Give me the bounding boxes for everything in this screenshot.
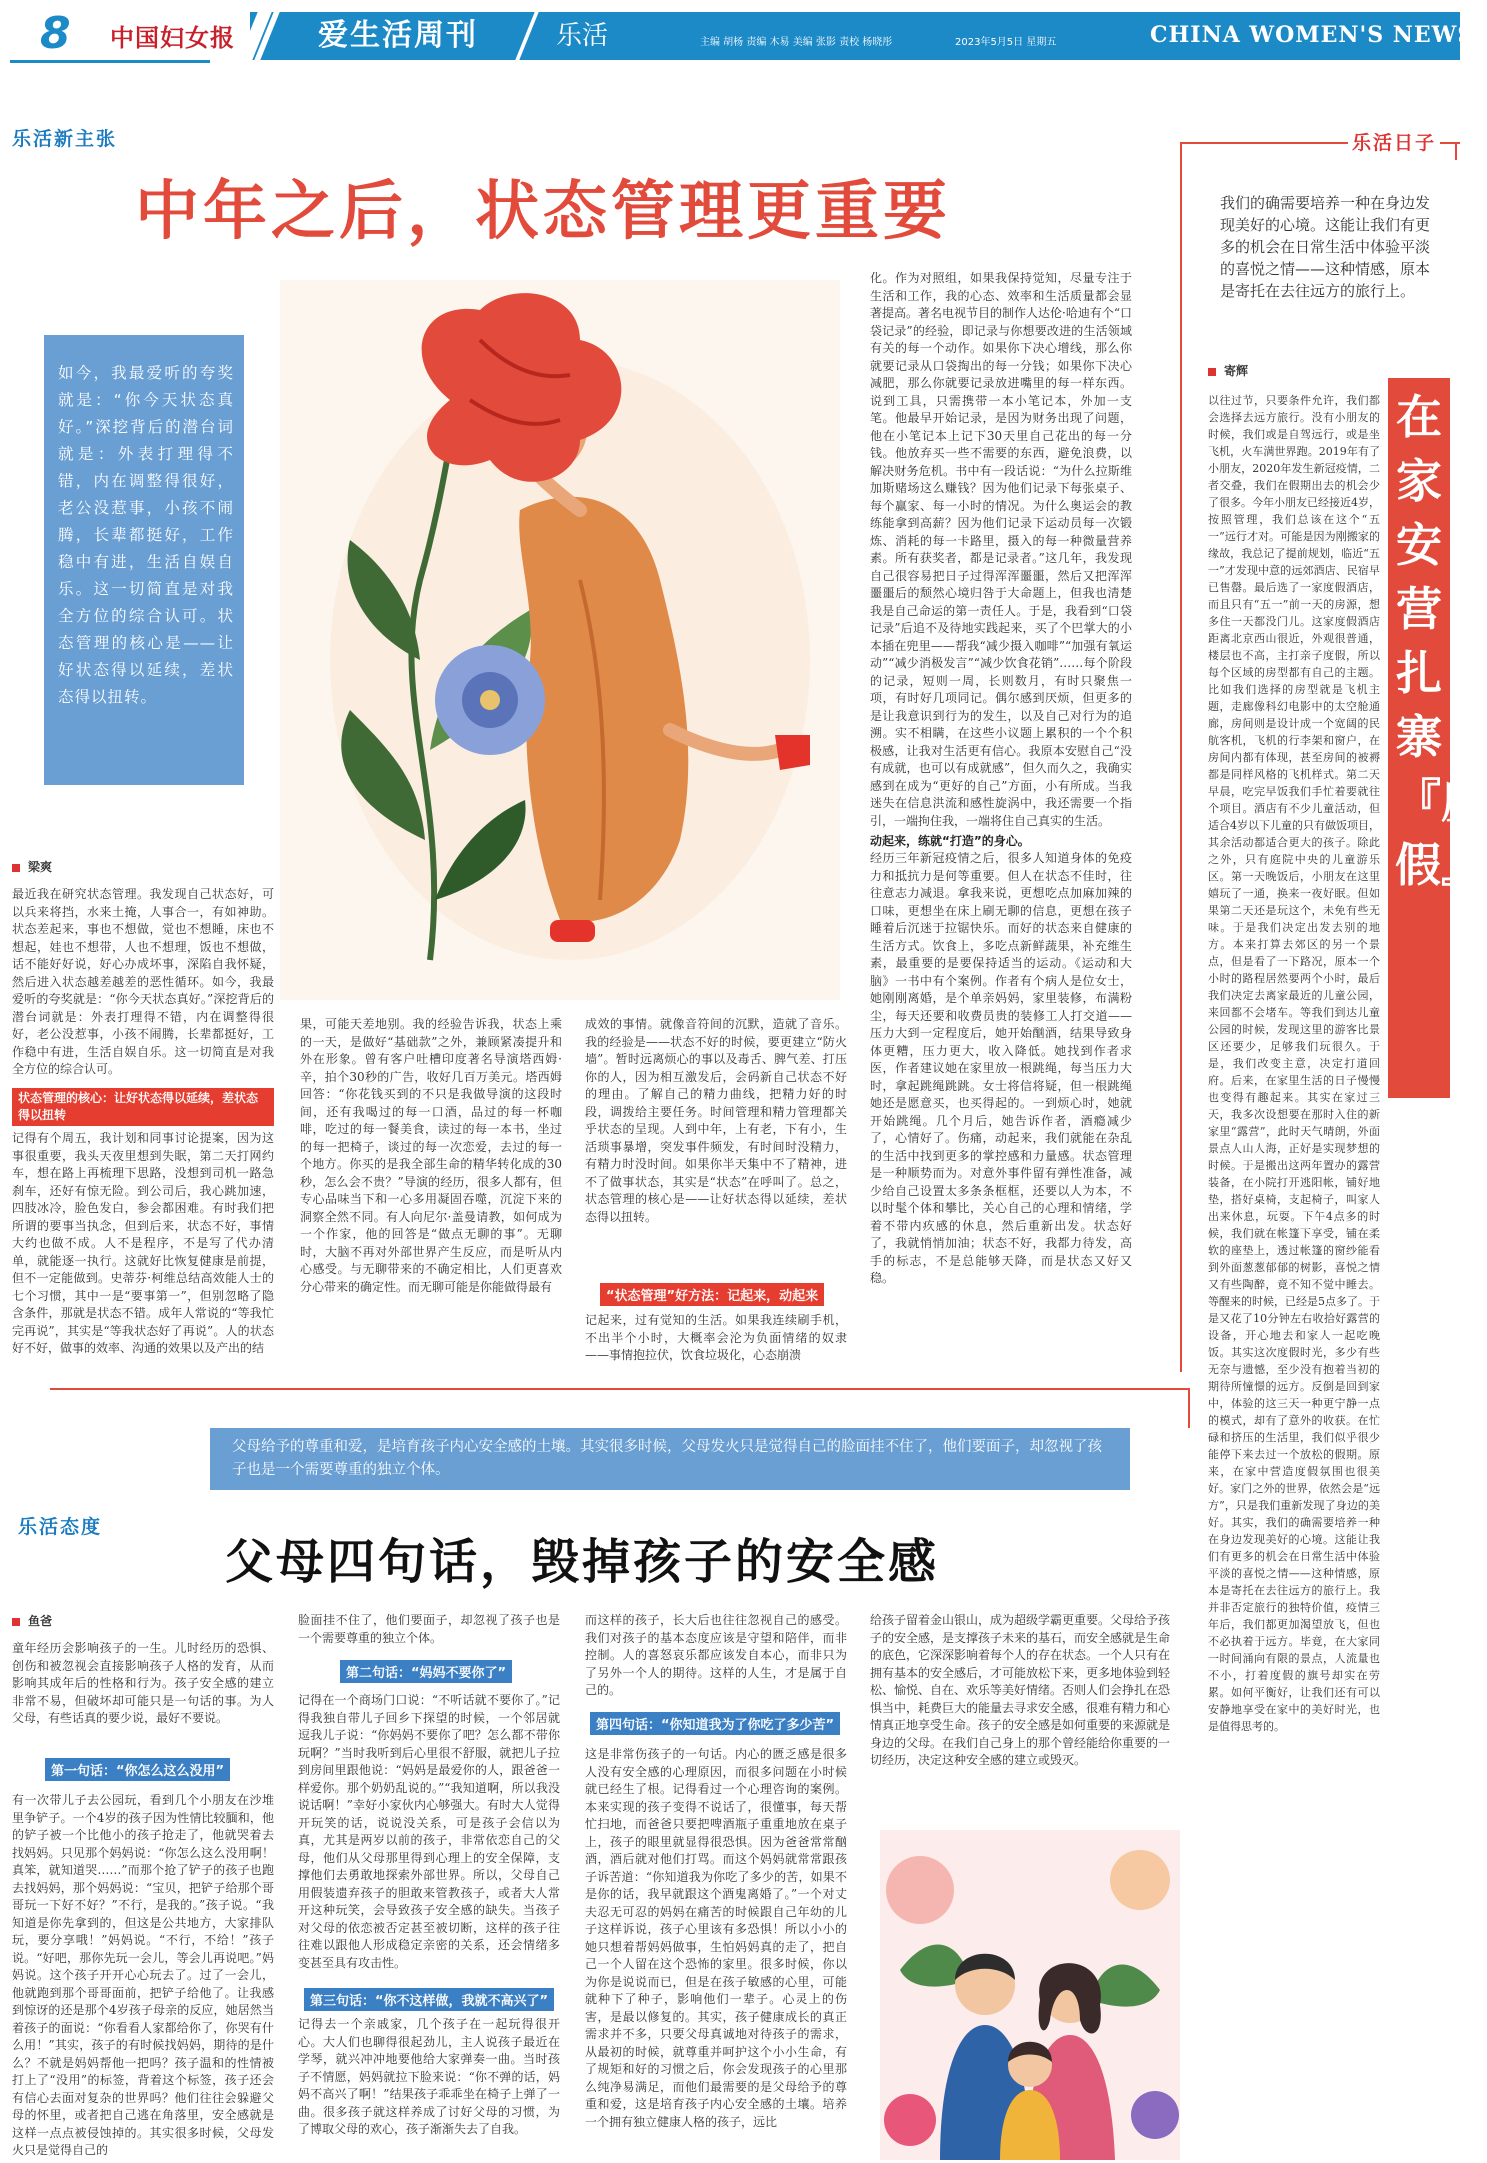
article3-frame-top [50,1388,1190,1390]
article3-subhead-1 [45,1758,230,1781]
article3-col3-body2: 这是非常伤孩子的一句话。内心的匮乏感是很多人没有安全感的心理原因，而很多问题在小时候就已经生了根。记得看过一个心理咨询的案例。本来实现的孩子变得不说话了，很懂事，每天帮忙扫地，而爸爸只要把啤酒瓶子重重地放在桌子上，孩子的眼里就显得很恐惧。因为爸爸常常酗酒，酒后就对他们打骂。而这个妈妈就常常跟孩子诉苦道：“你知道我为你吃了多少的苦，如果不是你的话，我早就跟这个酒鬼离婚了。”一个对丈夫忍无可忍的妈妈在痛苦的时候跟自己年幼的儿子这样诉说，孩子心里该有多恐惧！所以小小的她只想着帮妈妈做事，生怕妈妈真的走了，把自己一个人留在这个恐怖的家里。很多时候，你以为你是说说而已，但是在孩子敏感的心里，可能就种下了种子，影响他们一辈子。心灵上的伤害，是最以修复的。其实，孩子健康成长的真正需求并不多，只要父母真诚地对待孩子的需求，从最初的时候，就尊重并呵护这个小小生命，有了规矩和好的习惯之后，你会发现孩子的心里那么纯净易满足，而他们最需要的是父母给予的尊重和爱，这是培育孩子内心安全感的土壤。培养一个拥有独立健康人格的孩子，远比 [585,1747,847,2129]
article1-col4-inline-subhead: 动起来，练就“打造”的身心。 [870,834,1030,848]
article3-subhead-2 [340,1660,512,1683]
page-number: 8 [40,8,71,59]
article3-col1-body: 有一次带儿子去公园玩，看到几个小朋友在沙堆里争铲子。一个4岁的孩子因为性情比较腼和，他的铲子被一个比他小的孩子抢走了，他就哭着去找妈妈。只见那个妈妈说：“你怎么这么没用啊！真笨，就知道哭……”而那个抢了铲子的孩子也跑去找妈妈，那个妈妈说：“宝贝，把铲子给那个哥哥玩一下好不好？”不行，是我的。”孩子说。“我知道是你先拿到的，但这是公共地方，大家排队玩，要分享哦！”妈妈说。“不行，不给！”孩子说。“好吧，那你先玩一会儿，等会儿再说吧。”妈妈说。这个孩子开开心心玩去了。过了一会儿，他就跑到那个哥哥面前，把铲子给他了。让我感到惊讶的还是那个4岁孩子母亲的反应，她居然当着孩子的面说：“你看看人家都给你了，你哭有什么用！”其实，孩子的有时候找妈妈，期待的是什么？不就是妈妈帮他一把吗？孩子温和的性情被打上了“没用”的标签，背着这个标签，孩子还会有信心去面对复杂的世界吗？他们往往会躲避父母的怀里，或者把自己逃在角落里，安全感就是这样一点点被侵蚀掉的。其实很多时候，父母发火只是觉得自己的 [12,1793,274,2157]
paper-logo-en: CHINA WOMEN'S NEWS [1150,22,1475,48]
article3-col2-body2: 记得去一个亲戚家，几个孩子在一起玩得很开心。大人们也聊得很起劲儿，主人说孩子最近在学琴，就兴冲冲地要他给大家弹奏一曲。当时孩子不情愿，妈妈就拉下脸来说：“你不弹的话，妈妈不高兴了啊！”结果孩子乖乖坐在椅子上弹了一曲。很多孩子就这样养成了讨好父母的习惯，为了博取父母的欢心，孩子渐渐失去了自我。 [298,2017,560,2136]
article3-frame-right [1188,1388,1190,1428]
article2-author: 寄辉 [1208,362,1248,379]
article2-border-left [1180,142,1182,1372]
subhead-text: 状态管理的核心：让好状态得以延续，差状态得以扭转 [12,1088,274,1126]
subhead-text: 第三句话：“你不这样做，我就不高兴了” [304,1988,554,2011]
article2-border-top-right [1455,142,1457,160]
woman-shoe [775,735,810,770]
article1-col3-body: 成效的事情。就像音符间的沉默，造就了音乐。我的经验是——状态不好的时候，要更建立“防火墙”。暂时远离烦心的事以及毒舌、脾气差、打压你的人，因为相互激发后，会码新自己状态不好的理由。了解自己的精力曲线，把精力好的时段，调拨给主要任务。时间管理和精力管理都关乎状态的呈现。人到中年，上有老，下有小，生活琐事暴增，突发事件频发，有时间时没精力，有精力时没时间。如果你半天集中不了精神，进不了做事状态，其实是“状态”在呼叫了。总之，状态管理的核心是——让好状态得以延续，差状态得以扭转。 [585,1017,847,1224]
article1-col1-intro: 最近我在研究状态管理。我发现自己状态好，可以兵来将挡，水来土掩，人事合一，有如神助。状态差起来，事也不想做，觉也不想睡，床也不想起，娃也不想带，人也不想理，饭也不想做，话不能好好说，好心办成坏事，深陷自我怀疑，然后进入状态越差越差的恶性循环。如今，我最爱听的夸奖就是：“你今天状态真好。”深挖背后的潜台词就是：外表打理得不错，内在调整得很好，老公没惹事，小孩不闹腾，长辈都挺好，工作稳中有进，生活自娱自乐。这一切简直是对我全方位的综合认可。 [12,887,274,1076]
woman-shoe [550,920,595,942]
article3-author: 鱼爸 [12,1612,52,1629]
bg-flower [886,1856,954,1924]
article2-body: 以往过节，只要条件允许，我们都会选择去远方旅行。没有小朋友的时候，我们或是自驾远行，或是坐飞机，火车满世界跑。2019年有了小朋友，2020年发生新冠疫情，二者交叠，我们在假期出去的机会少了很多。今年小朋友已经接近4岁，按照管理，我们总该在这个“五一”远行才对。可能是因为刚搬家的缘故，我总记了提前规划，临近“五一”才发现中意的远郊酒店、民宿早已售罄。最后选了一家度假酒店，而且只有“五一”前一天的房源，想多住一天都没门儿。这家度假酒店距离北京西山很近，外观很普通，楼层也不高，主打亲子度假，所以每个区域的房型都有自己的主题。比如我们选择的房型就是飞机主题，走廊像科幻电影中的太空舱通廊，房间则是设计成一个宽阔的民航客机，飞机的行李架和窗户，在房间内都有体现，甚至房间的被褥都是同样风格的飞机样式。第二天早晨，吃完早饭我们手忙着要就往个项目。酒店有不少儿童活动，但适合4岁以下儿童的只有做饭项目，其余活动都适合更大的孩子。除此之外，只有庭院中央的儿童游乐区。第一天晚饭后，小朋友在这里嬉玩了一通，换来一夜好眠。但如果第二天还是玩这个，未免有些无味。于是我们决定出发去别的地方。本来打算去郊区的另一个景点，但是看了一下路况，原本一个小时的路程居然要两个小时，最后我们决定去离家最近的儿童公园，来回都不会堵车。等我们到达儿童公园的时候，发现这里的游客比景区还要少，足够我们玩很久。于是，我们改变主意，决定打道回府。后来，在家里生活的日子慢慢也变得有趣起来。其实在家过三天，我多次设想要在那时入住的新家里“露营”，此时天气晴朗，外面景点人山人海，正好是实现梦想的时候。于是搬出这两年置办的露营装备，在小院打开逃阳帐，铺好地垫，搭好桌椅，支起椅子，叫家人出来休息，玩耍。下午4点多的时候，我们就在帐篷下享受，铺在柔软的座垫上，透过帐篷的窗纱能看到外面葱葱郁郁的树影，喜悦之情又有些陶醉，竟不知不觉中睡去。等醒来的时候，已经是5点多了。于是又花了10分钟左右收拾好露营的设备，开心地去和家人一起吃晚饭。其实这次度假时光，多少有些无奈与遗憾，至少没有抱着当初的期待所憧憬的远方。反倒是回到家中，体验的这三天一种更宁静一点的模式，却有了意外的收获。在忙碌和挤压的生活里，我们似乎很少能停下来去过一个放松的假期。原来，在家中营造度假氛围也很美好。家门之外的世界，依然会是“远方”，只是我们重新发现了身边的美好。其实，我们的确需要培养一种在身边发现美好的心境。这能让我们有更多的机会在日常生活中体验平淡的喜悦之情——这种情感，原本是寄托在去往远方的旅行上。我并非否定旅行的独特价值，疫情三年后，我们都更加渴望放飞，但也不必执着于远方。毕竟，在大家同一时间涌向有限的景点，人流量也不小，打着度假的旗号却实在劳累。如何平衡好，让我们还有可以安静地享受在家中的美好时光，也是值得思考的。 [1208,394,1380,1733]
article1-headline: 中年之后，状态管理更重要 [135,174,951,249]
article2-quote: 我们的确需要培养一种在身边发现美好的心境。这能让我们有更多的机会在日常生活中体验平淡的喜悦之情——这种情感，原本是寄托在去往远方的旅行上。 [1220,194,1431,300]
article1-author: 梁爽 [12,858,52,875]
paper-logo-cn: 中国妇女报 [110,23,235,52]
pullquote-text: 如今，我最爱听的夸奖就是：“你今天状态真好。”深挖背后的潜台词就是：外表打理得不错，内在调整得很好，老公没惹事，小孩不闹腾，长辈都挺好，工作稳中有进，生活自娱自乐。这一切简直是对我全方位的综合认可。状态管理的核心是——让好状态得以延续，差状态得以扭转。 [58,364,234,706]
woman-flower-illustration [280,280,840,1000]
subhead-text: 第四句话：“你知道我为了你吃了多少苦” [590,1712,840,1735]
subhead-text: 第一句话：“你怎么这么没用” [45,1758,230,1781]
bg-flower [1131,2091,1179,2139]
article2-vertical-title: 在家安营扎寨『度假』 [1395,390,1487,892]
blue-flower-center [480,690,500,710]
article3-col2-intro: 脸面挂不住了，他们要面子，却忽视了孩子也是一个需要尊重的独立个体。 [298,1613,560,1645]
article1-col4-body2: 经历三年新冠疫情之后，很多人知道身体的免疫力和抵抗力是何等重要。但人在状态不佳时，往往意志力减退。拿我来说，更想吃点加麻加辣的口味，更想坐在床上刷无聊的信息，更想在孩子睡着后沉迷于拉锯快乐。而好的状态来自健康的生活方式。饮食上，多吃点新鲜蔬果，补充维生素，最重要的是要保持适当的运动。《运动和大脑》一书中有个案例。作者有个病人是位女士，她刚刚离婚，是个单亲妈妈，家里装修，布满粉尘，每天还要和收费员贵的装修工人打交道——压力大到一定程度后，她开始酗酒，结果导致身体更糟，压力更大，收入降低。她找到作者求医，作者建议她在家里放一根跳绳，每当压力大时，拿起跳绳跳跳。女士将信将疑，但一根跳绳她还是愿意买，也买得起的。一到烦心时，她就开始跳绳。几个月后，她告诉作者，酒瘾减少了，心情好了。伤痛，动起来，我们就能在杂乱的生活中找到更多的掌控感和力量感。状态管理是一种顺势而为。对意外事件留有弹性准备，减少给自己设置太多条条框框，还要以人为本，不以时髦个体和攀比，关心自己的心理和情绪，学着不带内疚感的休息，然后重新出发。状态好了，我就悄悄加油；状态不好，我都力待发，高手的标志，不是总能够天降，而是状态又好又稳。 [870,851,1132,1285]
bg-flower [884,2094,936,2146]
article1-subhead-2 [600,1283,824,1306]
subhead-text: “状态管理”好方法：记起来，动起来 [600,1283,824,1306]
masthead [0,0,1475,70]
column-tag-article3: 乐活态度 [18,1516,103,1538]
article1-col1-body: 记得有个周五，我计划和同事讨论提案，因为这事很重要，我头天夜里想到失眠，第二天打网约车，想在路上再梳理下思路，没想到司机一路急刹车，还好有惊无险。到公司后，我心跳加速，四肢冰冷，脸色发白，参会都困难。有时我们把所谓的要事当执念，但到后来，状态不好，事情大约也做不成。人不是程序，不是写了代办清单，就能逐一执行。这就好比恢复健康是前提，但不一定能做到。史蒂芬·柯维总结高效能人士的七个习惯，其中一是“要事第一”，但别忽略了隐含条件，那就是状态不错。成年人常说的“等我忙完再说”，其实是“等我状态好了再说”。人的状态好不好，做事的效率、沟通的效果以及产出的结 [12,1131,274,1355]
article1-subhead-1 [12,1088,274,1126]
column-tag-article1: 乐活新主张 [12,128,118,150]
article3-banner-text: 父母给予的尊重和爱，是培育孩子内心安全感的土壤。其实很多时候，父母发火只是觉得自己的脸面挂不住了，他们要面子，却忽视了孩子也是一个需要尊重的独立个体。 [232,1439,1102,1478]
article3-headline: 父母四句话，毁掉孩子的安全感 [225,1534,940,1590]
column-tag-article2: 乐活日子 [1348,128,1440,155]
article1-col3-body2: 记起来，过有觉知的生活。如果我连续刷手机，不出半个小时，大概率会沦为负面情绪的奴隶——事情抱拉伏，饮食垃圾化，心态崩溃 [585,1313,847,1362]
article3-col4-body: 给孩子留着金山银山，成为超级学霸更重要。父母给予孩子的安全感，是支撑孩子未来的基石，而安全感就是生命的底色，它深深影响着每个人的存在状态。一个人只有在拥有基本的安全感后，才可能放松下来，更多地体验到轻松、愉悦、自在、欢乐等美好情绪。否则人们会挣扎在恐惧当中，耗费巨大的能量去寻求安全感，很难有精力和心情真正地享受生命。孩子的安全感是如何重要的来源就是身边的父母。在我们自己身上的那个曾经能给你重要的一切经历，决定这种安全感的建立或毁灭。 [870,1613,1171,1767]
article3-col3-body: 而这样的孩子，长大后也往往忽视自己的感受。我们对孩子的基本态度应该是守望和陪伴，而非控制。人的喜怒哀乐都应该发自本心，而非只为了另外一个人的期待。这样的人生，才是属于自己的。 [585,1613,847,1697]
article3-subhead-3 [304,1988,554,2011]
article1-col2-body: 果，可能天差地别。我的经验告诉我，状态上乘的一天，是做好“基础款”之外，兼顾紧凑提升和外在形象。曾有客户吐槽印度著名导演塔西姆·辛，拍个30秒的广告，收好几百万美元。塔西姆回答：“你花钱买到的不只是我做导演的这段时间，还有我喝过的每一口酒，品过的每一杯咖啡，吃过的每一餐美食，读过的每一本书，坐过的每一把椅子，谈过的每一次恋爱，去过的每一个地方。你买的是我全部生命的精华转化成的30秒，怎么会不贵？”导演的经历，很多人都有，但专心品味当下和一心多用凝固吞噬，沉淀下来的洞察全然不同。有人向尼尔·盖曼请教，如何成为一个作家，他的回答是“做点无聊的事”。无聊时，大脑不再对外部世界产生反应，而是听从内心感受。与无聊带来的不确定相比，人们更喜欢分心带来的确定性。而无聊可能是你能做得最有 [300,1017,562,1294]
section-subtitle: 乐活 [556,21,609,51]
editors-line: 主编 胡杨 责编 木易 美编 张影 责校 杨晓彤 [700,37,893,48]
article1-col4-body: 化。作为对照组，如果我保持觉知，尽量专注于生活和工作，我的心态、效率和生活质量都会显著提高。著名电视节目的制作人达伦·哈迪有个“口袋记录”的经验，即记录与你想要改进的生活领域有关的每一个动作。如果你下决心增线，那么你就要记录从口袋掏出的每一分钱；如果你下决心减肥，那么你就要记录放进嘴里的每一样东西。说到工具，只需携带一本小笔记本，外加一支笔。他最早开始记录，是因为财务出现了问题，他在小笔记本上记下30天里自己花出的每一分钱。他放弃买一些不需要的东西，避免浪费，以解决财务危机。书中有一段话说：“为什么拉斯维加斯赌场这么赚钱？因为他们记录下每张桌子、每个赢家、每一小时的情况。为什么奥运会的教练能拿到高薪？因为他们记录下运动员每一次锻炼、消耗的每一卡路里，摄入的每一种微量营养素。所有获奖者，都是记录者。”这几年，我发现自己很容易把日子过得浑浑噩噩，然后又把浑浑噩噩后的颓然心境归咎于大命题上，但我也清楚我是自己命运的第一责任人。于是，我看到“口袋记录”后追不及待地实践起来，买了个巴掌大的小本插在兜里——帮我“减少摄入咖啡”“加强有氧运动”“减少消极发言”“减少饮食花销”……每个阶段的记录，短则一周，长则数月，有时只聚焦一项，有时好几项同记。偶尔感到厌烦，但更多的是让我意识到行为的发生，以及自己对行为的追溯。实不相瞒，在这些小议题上累积的一个个积极感，让我对生活更有信心。我原本安慰自己“没有成就，也可以有成就感”，但久而久之，我确实感到在成为“更好的自己”方面，小有所成。当我迷失在信息洪流和感性旋涡中，我还需要一个指引，一端拘住我，一端将住自己真实的生活。 [870,271,1132,828]
article3-col1-intro: 童年经历会影响孩子的一生。儿时经历的恐惧、创伤和被忽视会直接影响孩子人格的发育，从而影响其成年后的性格和行为。孩子安全感的建立非常不易，但破坏却可能只是一句话的事。为人父母，有些话真的要少说，最好不要说。 [12,1641,274,1725]
article3-col2-body: 记得在一个商场门口说：“不听话就不要你了。”记得我独自带儿子回乡下探望的时候，一个邻居就逗我儿子说：“你妈妈不要你了吧？怎么都不带你玩啊？”当时我听到后心里很不舒服，就把儿子拉到房间里跟他说：“妈妈是最爱你的人，跟爸爸一样爱你。那个奶奶乱说的。”“我知道啊，所以我没说话啊！”幸好小家伙内心够强大。有时大人觉得开玩笑的话，说说没关系，可是孩子会信以为真，尤其是两岁以前的孩子，非常依恋自己的父母，他们从父母那里得到心理上的安全保障，支撑他们去勇敢地探索外部世界。所以，父母自己用假装遗弃孩子的胆敢来管教孩子，或者大人常开这种玩笑，会导致孩子安全感的缺失。当孩子对父母的依恋被否定甚至被切断，这样的孩子往往难以跟他人形成稳定亲密的关系，还会情绪多变甚至具有攻击性。 [298,1693,560,1970]
bg-flower [1110,1850,1170,1910]
family-illustration [880,1830,1180,2160]
subhead-text: 第二句话：“妈妈不要你了” [340,1660,512,1683]
article3-subhead-4 [590,1712,840,1735]
section-title: 爱生活周刊 [318,18,478,53]
issue-date: 2023年5月5日 星期五 [955,37,1057,48]
